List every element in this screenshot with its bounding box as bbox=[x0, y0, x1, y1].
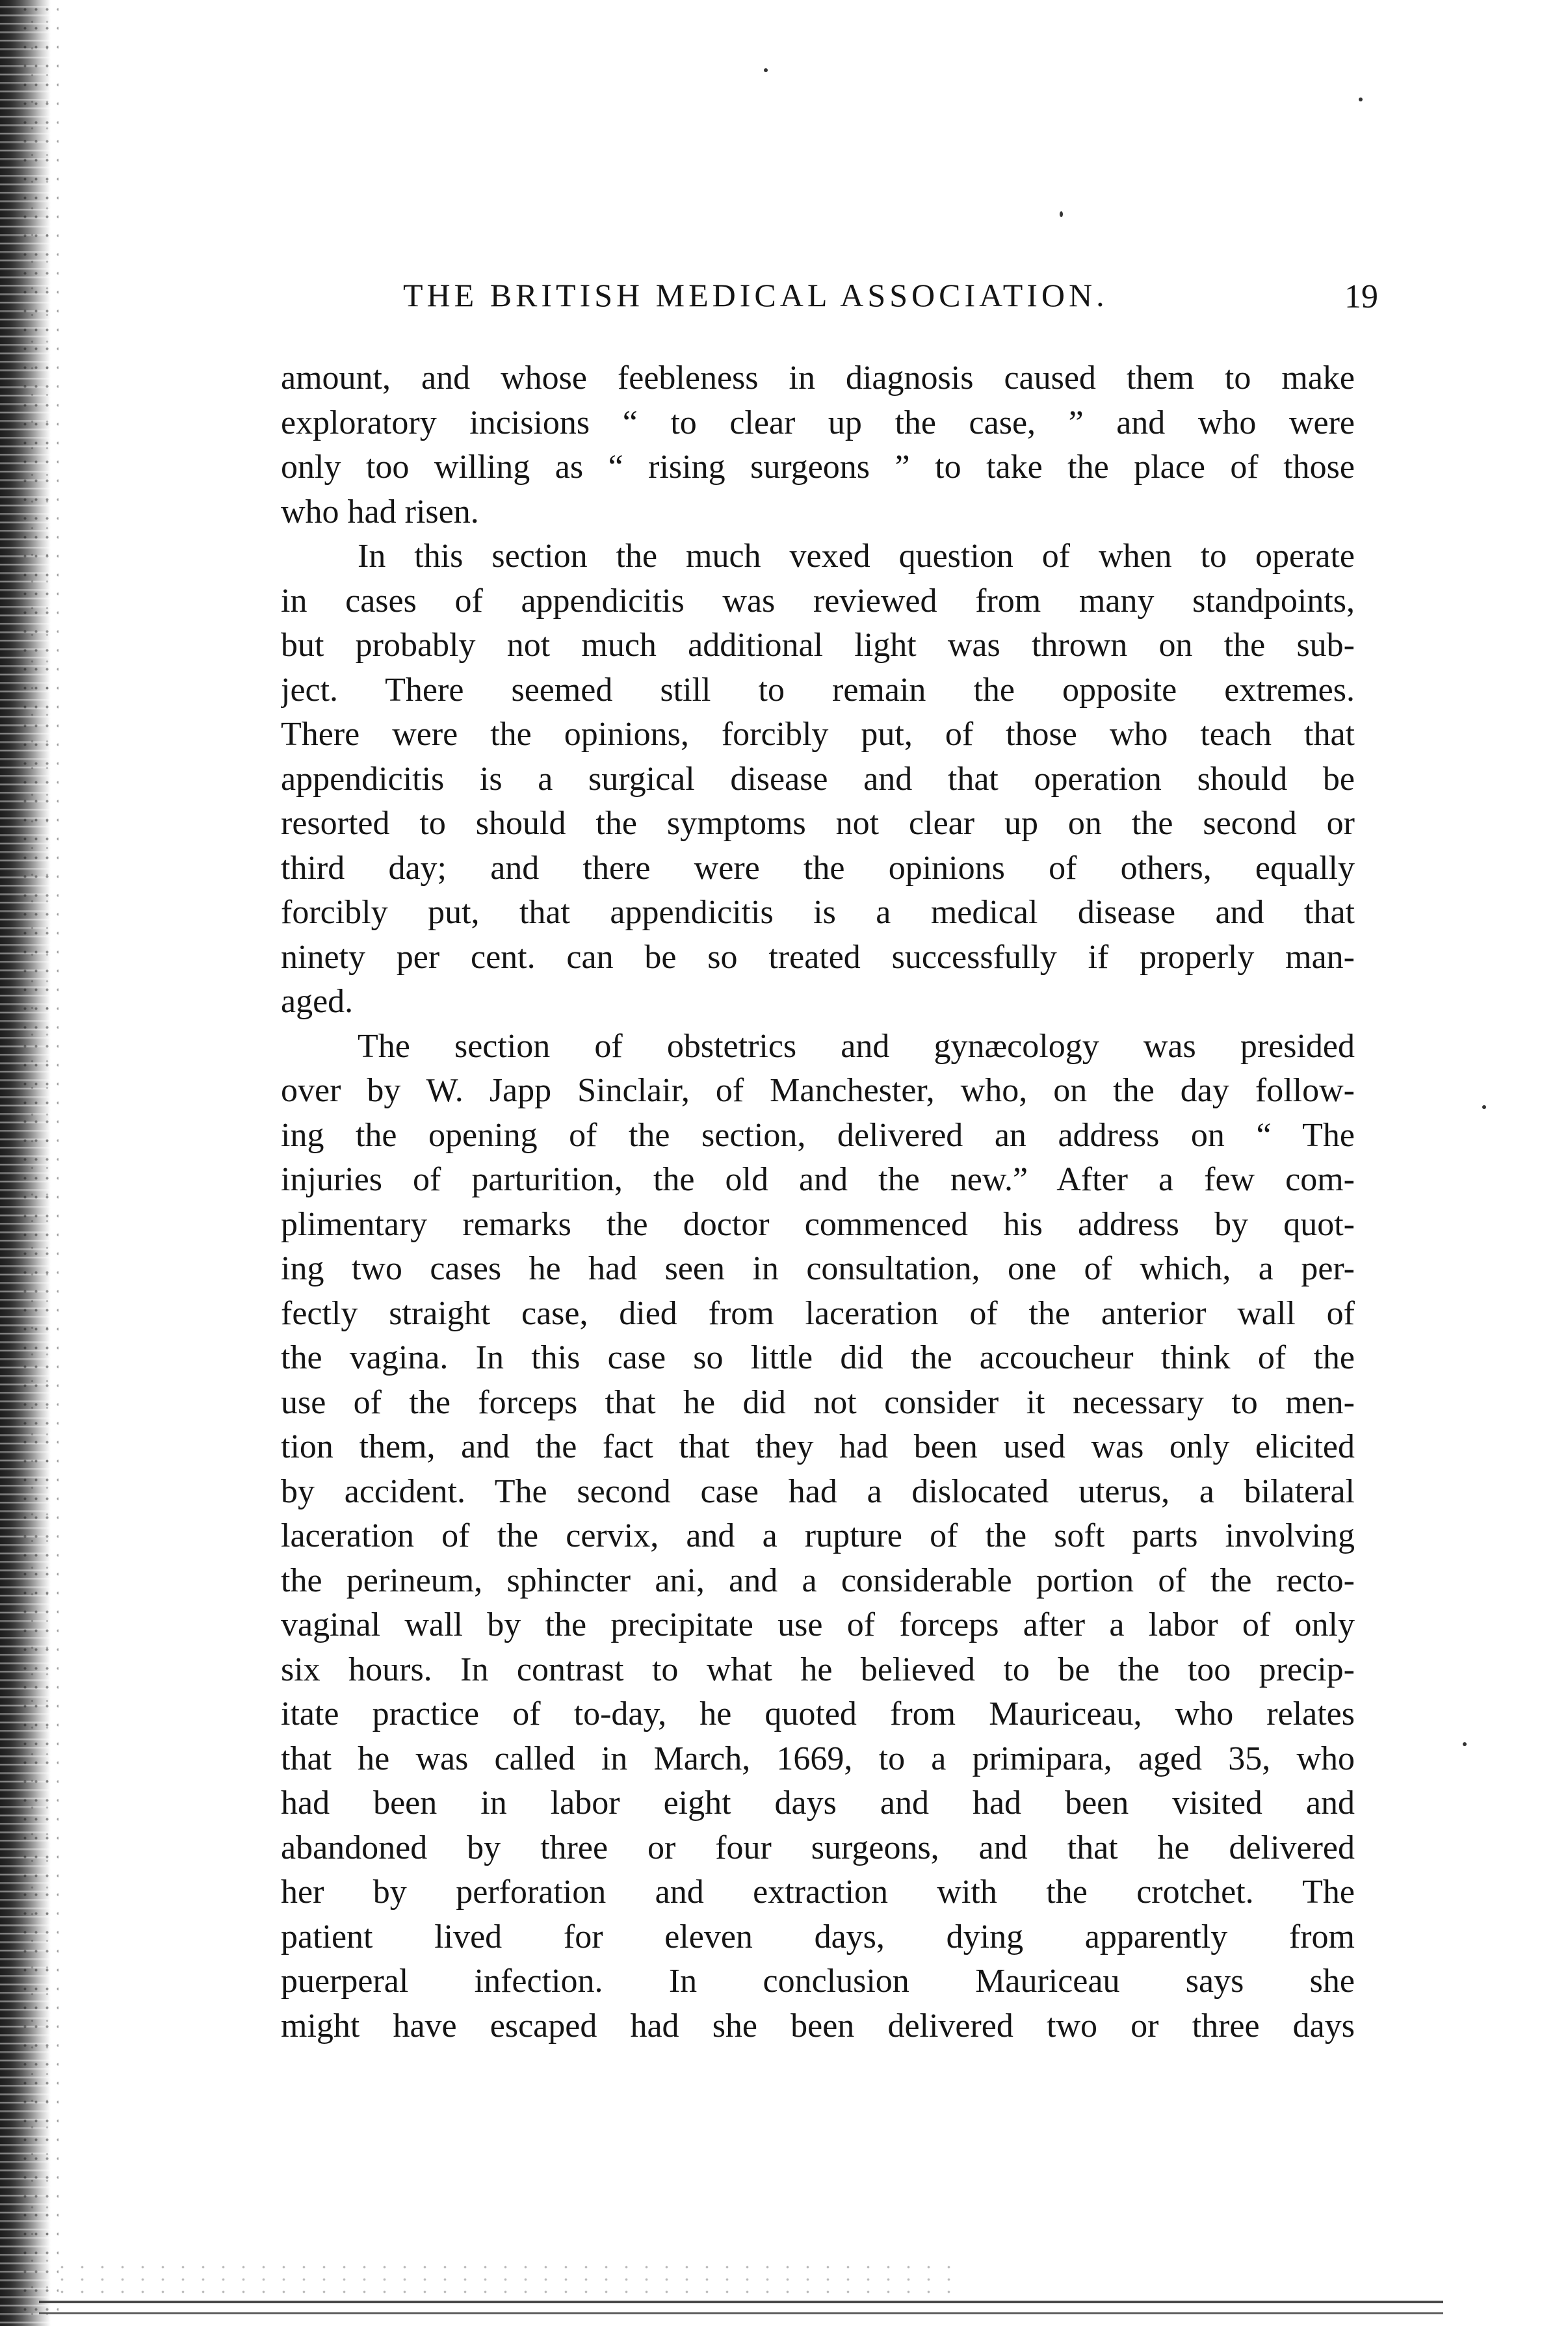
text-line: who had risen. bbox=[281, 493, 479, 530]
scan-speck bbox=[1463, 1742, 1467, 1746]
text-line: the perineum, sphincter ani, and a considerable portion of the recto- bbox=[281, 1562, 1355, 1599]
text-line: fectly straight case, died from laceration of the anterior wall of bbox=[281, 1294, 1355, 1332]
binding-specks bbox=[20, 0, 59, 2326]
text-line: ject. There seemed still to remain the opposite extremes. bbox=[281, 671, 1355, 709]
text-line: injuries of parturition, the old and the new.” After a few com- bbox=[281, 1161, 1355, 1198]
page-number: 19 bbox=[1344, 278, 1378, 315]
scan-speck bbox=[1482, 1105, 1486, 1109]
text-line: patient lived for eleven days, dying apparently from bbox=[281, 1918, 1355, 1955]
text-line: but probably not much additional light was thrown on the sub- bbox=[281, 627, 1355, 664]
text-line: exploratory incisions “ to clear up the case, ” and who were bbox=[281, 404, 1355, 441]
text-line: that he was called in March, 1669, to a primipara, aged 35, who bbox=[281, 1740, 1355, 1777]
scan-speck bbox=[764, 68, 768, 72]
text-line: the vagina. In this case so little did the accoucheur think of the bbox=[281, 1339, 1355, 1376]
text-line: only too willing as “ rising surgeons ” to take the place of those bbox=[281, 449, 1355, 486]
text-line: ing the opening of the section, delivered an address on “ The bbox=[281, 1116, 1355, 1154]
text-line: resorted to should the symptoms not clear up on the second or bbox=[281, 805, 1355, 842]
bottom-scan-noise bbox=[52, 2261, 962, 2300]
text-line: laceration of the cervix, and a rupture of the soft parts involving bbox=[281, 1517, 1355, 1554]
text-line: ninety per cent. can be so treated successfully if properly man- bbox=[281, 938, 1355, 976]
text-line: vaginal wall by the precipitate use of forceps after a labor of only bbox=[281, 1606, 1355, 1643]
text-line: appendicitis is a surgical disease and that operation should be bbox=[281, 760, 1355, 798]
text-line: There were the opinions, forcibly put, of those who teach that bbox=[281, 716, 1355, 753]
text-line: six hours. In contrast to what he believed to be the too precip- bbox=[281, 1651, 1355, 1688]
text-line: tion them, and the fact that they had been used was only elicited bbox=[281, 1428, 1355, 1465]
text-line: her by perforation and extraction with the crotchet. The bbox=[281, 1874, 1355, 1911]
body-text bbox=[281, 356, 1355, 2048]
text-line: over by W. Japp Sinclair, of Manchester, who, on the day follow- bbox=[281, 1072, 1355, 1109]
text-line: might have escaped had she been delivered two or three days bbox=[281, 2007, 1355, 2045]
scan-speck bbox=[1359, 98, 1363, 101]
text-line: amount, and whose feebleness in diagnosis caused them to make bbox=[281, 359, 1355, 397]
text-line: abandoned by three or four surgeons, and that he delivered bbox=[281, 1829, 1355, 1866]
scan-speck bbox=[1060, 211, 1063, 217]
page-header bbox=[280, 276, 1378, 322]
bottom-scan-edge bbox=[39, 2301, 1443, 2314]
text-line: use of the forceps that he did not consider it necessary to men- bbox=[281, 1383, 1355, 1421]
text-line: The section of obstetrics and gynæcology was presided bbox=[358, 1027, 1355, 1065]
running-title: THE BRITISH MEDICAL ASSOCIATION. bbox=[403, 277, 1108, 313]
text-line: ing two cases he had seen in consultation, one of which, a per- bbox=[281, 1250, 1355, 1287]
text-line: had been in labor eight days and had been visited and bbox=[281, 1784, 1355, 1822]
text-line: aged. bbox=[281, 983, 354, 1020]
text-line: puerperal infection. In conclusion Mauriceau says she bbox=[281, 1963, 1355, 2000]
text-line: itate practice of to-day, he quoted from Mauriceau, who relates bbox=[281, 1695, 1355, 1732]
text-line: by accident. The second case had a dislocated uterus, a bilateral bbox=[281, 1472, 1355, 1510]
text-line: In this section the much vexed question of when to operate bbox=[358, 538, 1355, 575]
text-line: third day; and there were the opinions of others, equally bbox=[281, 849, 1355, 887]
text-line: forcibly put, that appendicitis is a medical disease and that bbox=[281, 894, 1355, 931]
text-line: plimentary remarks the doctor commenced his address by quot- bbox=[281, 1205, 1355, 1243]
text-line: in cases of appendicitis was reviewed from many standpoints, bbox=[281, 582, 1355, 620]
